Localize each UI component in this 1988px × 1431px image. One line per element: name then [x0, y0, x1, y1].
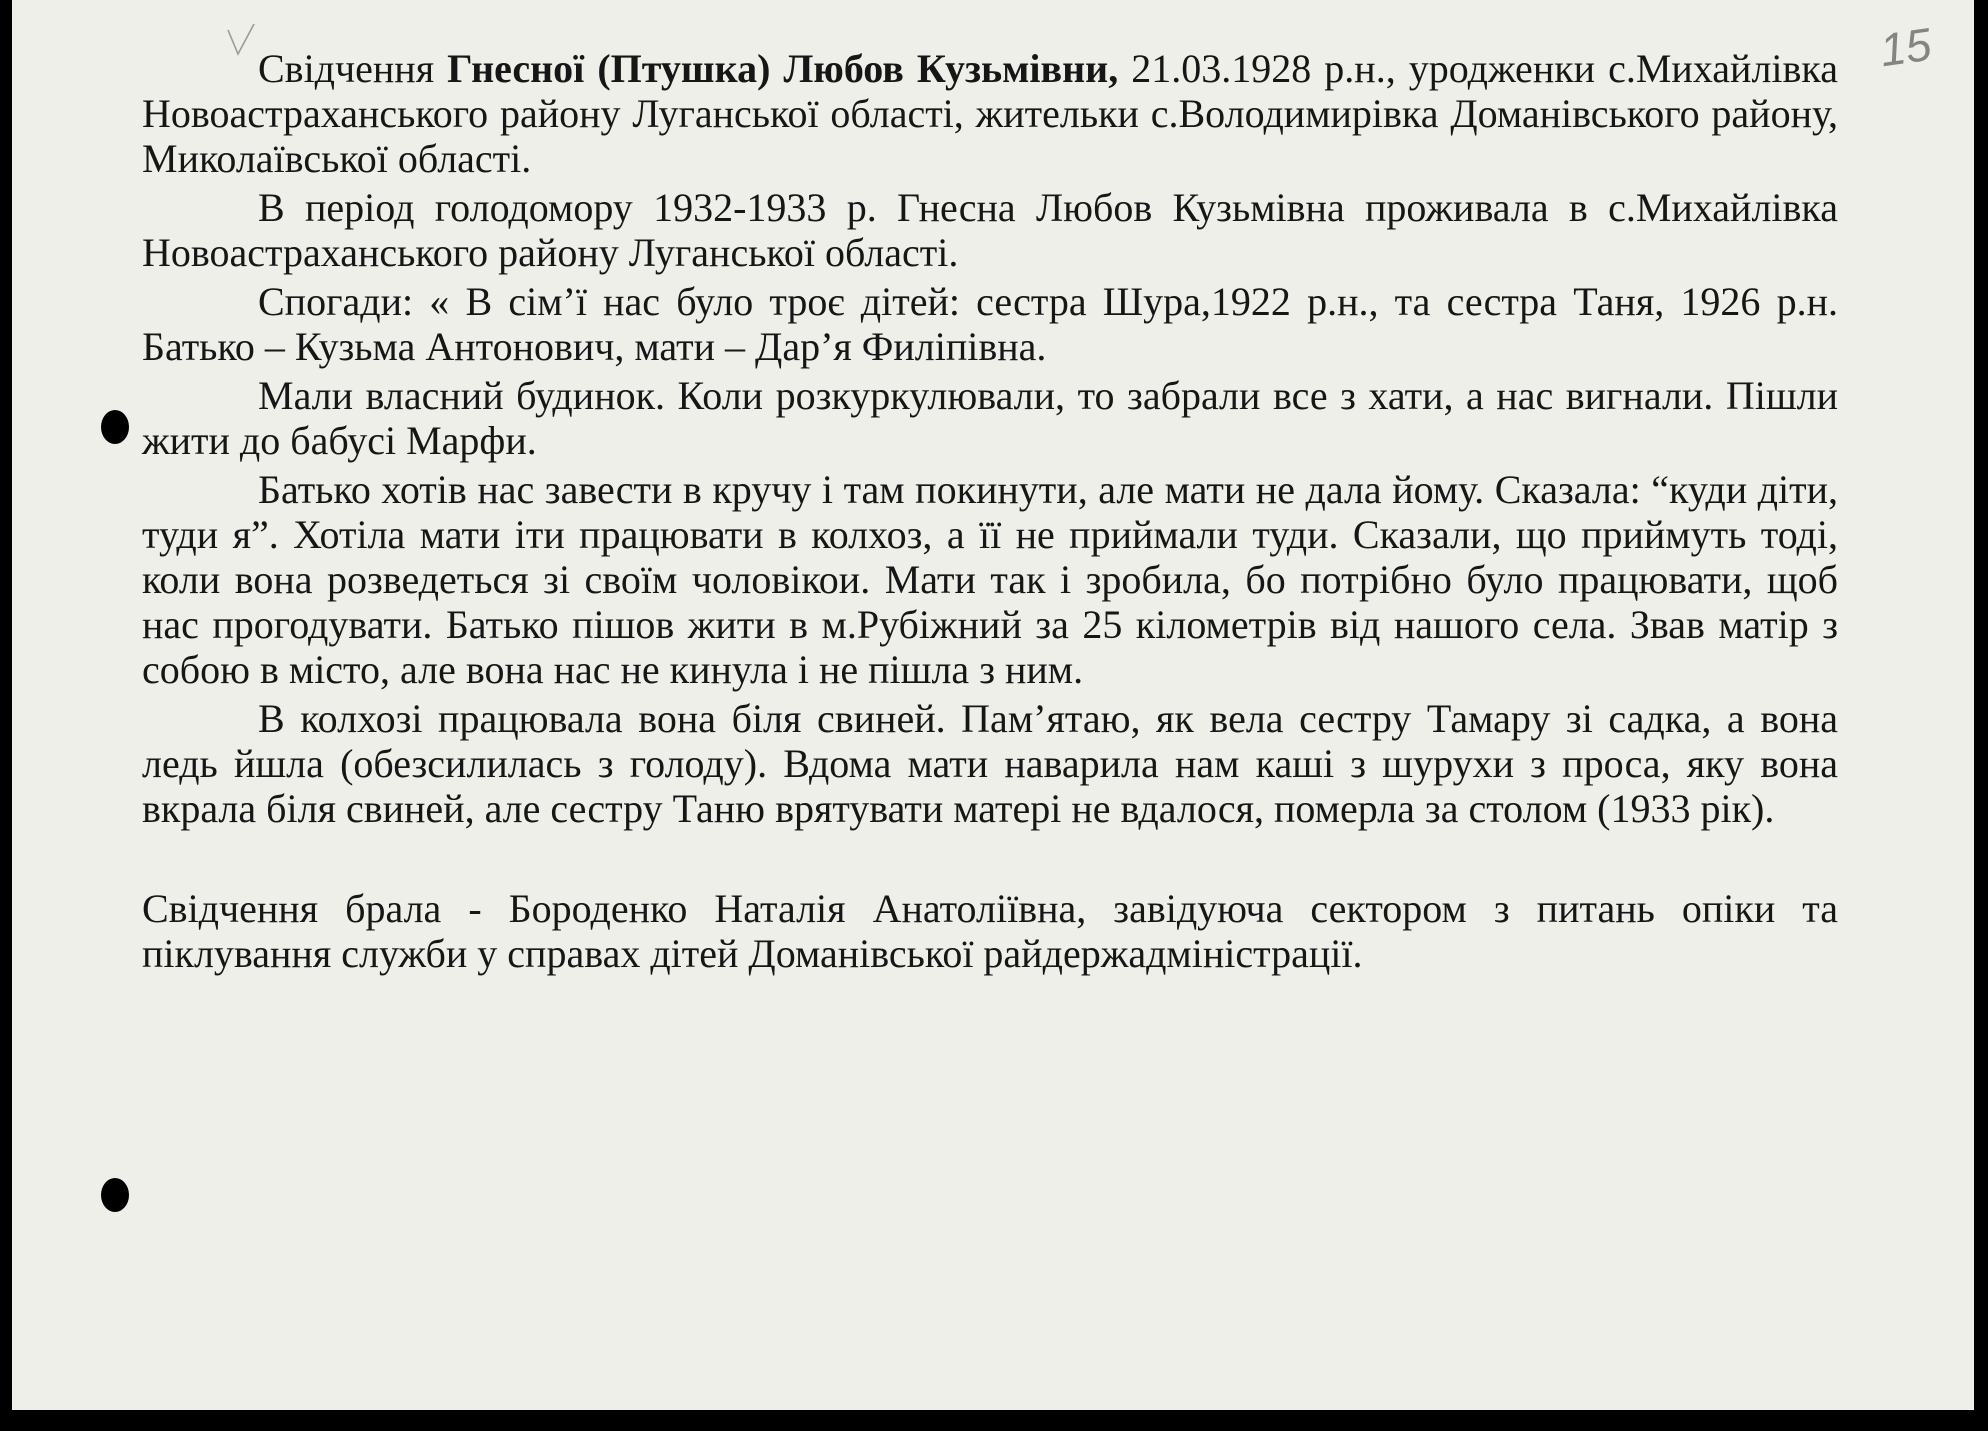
handwritten-page-number: 15: [1876, 17, 1935, 77]
testimony-text: [142, 46, 1838, 980]
punch-hole-bottom: [101, 1178, 129, 1212]
paragraph-kolkhoz: В колхозі працювала вона біля свиней. Пам’ятаю, як вела сестру Тамару зі садка, а вона ледь йшла (обезсилилась з голоду). Вдома мати наварила нам каші з шурухи з проса, яку вона вкрала біля свиней, але сестру Таню врятувати матері не вдалося, померла за столом (1933 рік).: [142, 696, 1838, 831]
intro-paragraph: [142, 46, 1838, 181]
intro-lead: Свідчення: [258, 46, 448, 91]
witness-name: Гнесної (Птушка) Любов Кузьмівни,: [447, 46, 1119, 91]
punch-hole-top: [101, 410, 129, 444]
paragraph-famine-period: В період голодомору 1932-1933 р. Гнесна Любов Кузьмівна проживала в с.Михайлівка Новоастраханського району Луганської області.: [142, 185, 1838, 275]
paragraph-dekulakization: Мали власний будинок. Коли розкуркулювали, то забрали все з хати, а нас вигнали. Пішли жити до бабусі Марфи.: [142, 373, 1838, 463]
recorder-note: Свідчення брала - Бороденко Наталія Анатоліївна, завідуюча сектором з питань опіки та піклування служби у справах дітей Доманівської райдержадміністрації.: [142, 886, 1838, 976]
paragraph-father: Батько хотів нас завести в кручу і там покинути, але мати не дала йому. Сказала: “куди діти, туди я”. Хотіла мати іти працювати в колхоз, а її не приймали туди. Сказали, що приймуть тоді, коли вона розведеться зі своїм чоловікои. Мати так і зробила, бо потрібно було працювати, щоб нас прогодувати. Батько пішов жити в м.Рубіжний за 25 кілометрів від нашого села. Звав матір з собою в місто, але вона нас не кинула і не пішла з ним.: [142, 467, 1838, 692]
witness-details: 21.03.1928 р.н., уродженки с.Михайлівка Новоастраханського району Луганської області, жительки с.Володимирівка Доманівського району, Миколаївської області.: [142, 46, 1838, 181]
paragraph-memories-family: Спогади: « В сім’ї нас було троє дітей: сестра Шура,1922 р.н., та сестра Таня, 1926 р.н. Батько – Кузьма Антонович, мати – Дар’я Филіпівна.: [142, 279, 1838, 369]
